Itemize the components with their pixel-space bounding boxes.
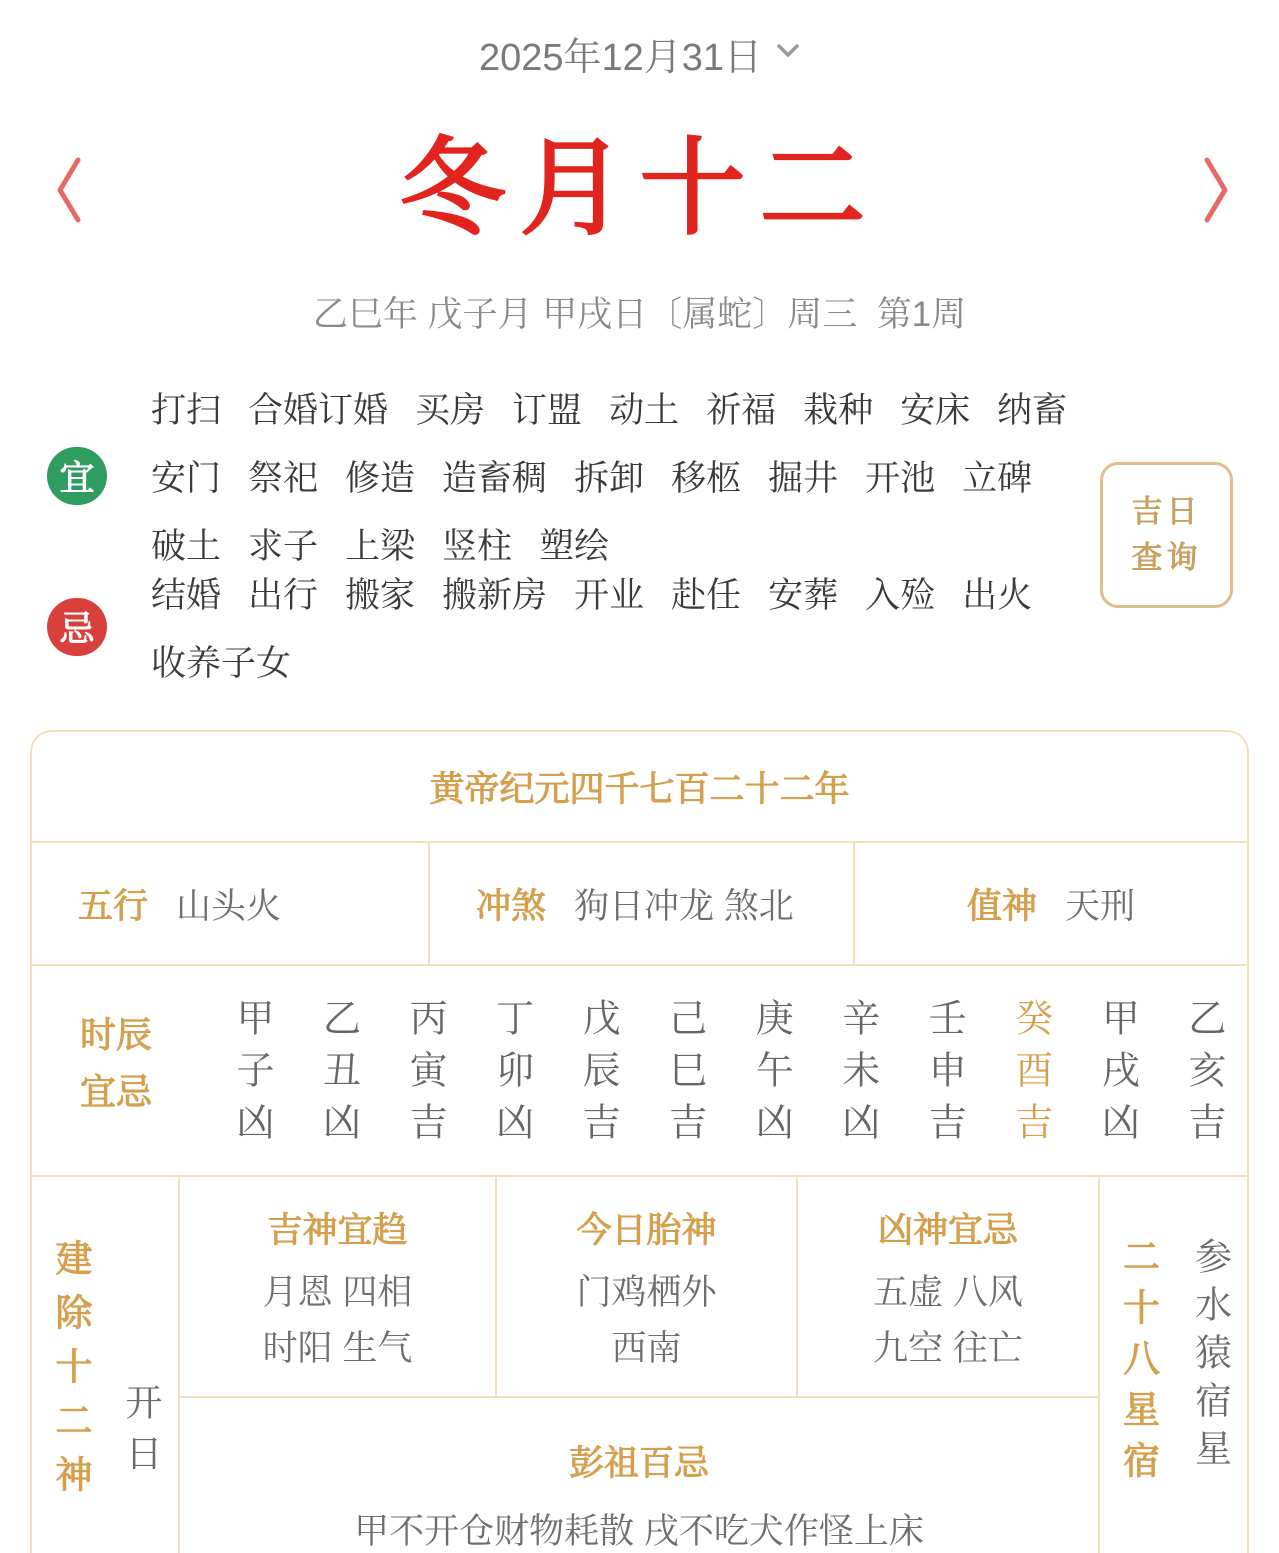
suitable-item: 掘井	[768, 459, 839, 498]
wuxing-value: 山头火	[176, 886, 282, 926]
hour-column: 癸酉吉	[1008, 998, 1051, 1154]
avoid-item: 出行	[248, 576, 319, 615]
suitable-item: 上梁	[345, 527, 416, 566]
suitable-item: 祈福	[706, 391, 777, 430]
avoid-item: 结婚	[151, 576, 222, 615]
suitable-item: 竖柱	[442, 527, 513, 566]
suitable-section	[47, 383, 1086, 569]
hour-column: 乙亥吉	[1181, 998, 1224, 1154]
suitable-item: 订盟	[512, 391, 583, 430]
jianchu-value: 开日	[120, 1383, 161, 1485]
xiongshen-line1: 五虚 八风	[873, 1273, 1023, 1312]
lucky-btn-line2: 查询	[1131, 540, 1202, 575]
suitable-list	[151, 383, 1086, 569]
jishen-line2: 时阳 生气	[262, 1329, 413, 1368]
xiongshen-content	[798, 1265, 1098, 1377]
lunar-date-title: 冬月十二	[399, 125, 880, 250]
avoid-item: 搬家	[345, 576, 416, 615]
hour-column: 辛未凶	[835, 998, 878, 1154]
pengzu-cell	[180, 1396, 1098, 1553]
almanac-table	[30, 730, 1249, 1553]
chongsha-label: 冲煞	[476, 886, 547, 926]
xiongshen-title: 凶神宜忌	[877, 1211, 1018, 1250]
chevron-down-icon	[776, 43, 800, 64]
jishen-cell	[180, 1177, 495, 1396]
hours-label-line1: 时辰	[80, 1014, 153, 1055]
zhishen-value: 天刑	[1065, 886, 1136, 926]
zhishen-label: 值神	[966, 886, 1037, 926]
hour-column: 庚午凶	[749, 998, 792, 1154]
wuxing-cell	[32, 843, 428, 964]
avoid-item: 出火	[962, 576, 1033, 615]
jishen-content	[180, 1265, 495, 1377]
suitable-item: 栽种	[803, 391, 874, 430]
hour-column: 丙寅吉	[403, 998, 446, 1154]
suitable-item: 破土	[151, 527, 222, 566]
jianchu-label: 建除十二神	[50, 1239, 91, 1509]
suitable-item: 买房	[415, 391, 486, 430]
taishen-cell	[495, 1177, 798, 1396]
suitable-item: 拆卸	[574, 459, 645, 498]
avoid-item: 入殓	[865, 576, 936, 615]
avoid-item: 搬新房	[442, 576, 548, 615]
pengzu-title: 彭祖百忌	[568, 1444, 709, 1483]
suitable-item: 修造	[345, 459, 416, 498]
hour-column: 甲子凶	[230, 998, 272, 1154]
jianchu-cell	[32, 1177, 180, 1553]
hours-label-line2: 宜忌	[80, 1071, 153, 1112]
suitable-item: 安床	[900, 391, 971, 430]
suitable-item: 求子	[248, 527, 319, 566]
suitable-item: 安门	[151, 459, 222, 498]
suitable-item: 立碑	[962, 459, 1033, 498]
xiongshen-cell	[798, 1177, 1098, 1396]
chongsha-cell	[428, 843, 853, 964]
xingxiu-value: 参水猿宿星	[1189, 1237, 1231, 1477]
jishen-title: 吉神宜趋	[267, 1211, 408, 1250]
date-text: 2025年12月31日	[478, 37, 763, 79]
hour-column: 乙丑凶	[316, 998, 359, 1154]
taishen-title: 今日胎神	[576, 1211, 717, 1250]
avoid-section	[47, 568, 1086, 686]
wuxing-label: 五行	[78, 886, 149, 926]
hour-column: 戊辰吉	[576, 998, 619, 1154]
date-selector[interactable]	[0, 26, 1279, 81]
taishen-content	[497, 1265, 796, 1377]
taishen-line1: 门鸡栖外	[576, 1273, 717, 1312]
hours-list	[224, 998, 1231, 1154]
avoid-item: 开业	[574, 576, 645, 615]
deities-grid	[32, 1177, 1247, 1553]
hour-column: 壬申吉	[922, 998, 965, 1154]
suitable-badge: 宜	[47, 447, 107, 505]
suitable-item: 祭祀	[248, 459, 319, 498]
suitable-item: 合婚订婚	[248, 391, 389, 430]
avoid-item: 赴任	[671, 576, 742, 615]
suitable-item: 塑绘	[539, 527, 610, 566]
zhishen-cell	[853, 843, 1247, 964]
chongsha-value: 狗日冲龙 煞北	[574, 886, 794, 926]
xiongshen-line2: 九空 往亡	[873, 1329, 1023, 1368]
hour-column: 丁卯凶	[489, 998, 532, 1154]
lucky-day-query-button[interactable]	[1100, 462, 1233, 608]
suitable-item: 动土	[609, 391, 680, 430]
avoid-badge: 忌	[47, 598, 107, 656]
pengzu-content: 甲不开仓财物耗散 戌不吃犬作怪上床	[354, 1512, 924, 1551]
suitable-item: 移柩	[671, 459, 742, 498]
info-row	[32, 843, 1247, 966]
taishen-line2: 西南	[611, 1329, 682, 1368]
hour-column: 甲戌凶	[1095, 998, 1138, 1154]
avoid-list	[151, 568, 1086, 686]
suitable-item: 打扫	[151, 391, 222, 430]
ganzhi-week-line: 乙巳年 戊子月 甲戌日〔属蛇〕周三 第1周	[312, 295, 967, 334]
avoid-item: 收养子女	[151, 644, 292, 683]
lucky-btn-line1: 吉日	[1131, 494, 1202, 529]
avoid-item: 安葬	[768, 576, 839, 615]
hours-row	[32, 966, 1247, 1177]
suitable-item: 开池	[865, 459, 936, 498]
hour-column: 己巳吉	[662, 998, 705, 1154]
xingxiu-label: 二十八星宿	[1117, 1237, 1159, 1492]
hours-label	[80, 1006, 152, 1120]
suitable-item: 造畜稠	[442, 459, 548, 498]
era-title: 黄帝纪元四千七百二十二年	[32, 732, 1247, 843]
jishen-line1: 月恩 四相	[262, 1273, 413, 1312]
xingxiu-cell	[1098, 1177, 1247, 1553]
suitable-item: 纳畜	[997, 391, 1068, 430]
